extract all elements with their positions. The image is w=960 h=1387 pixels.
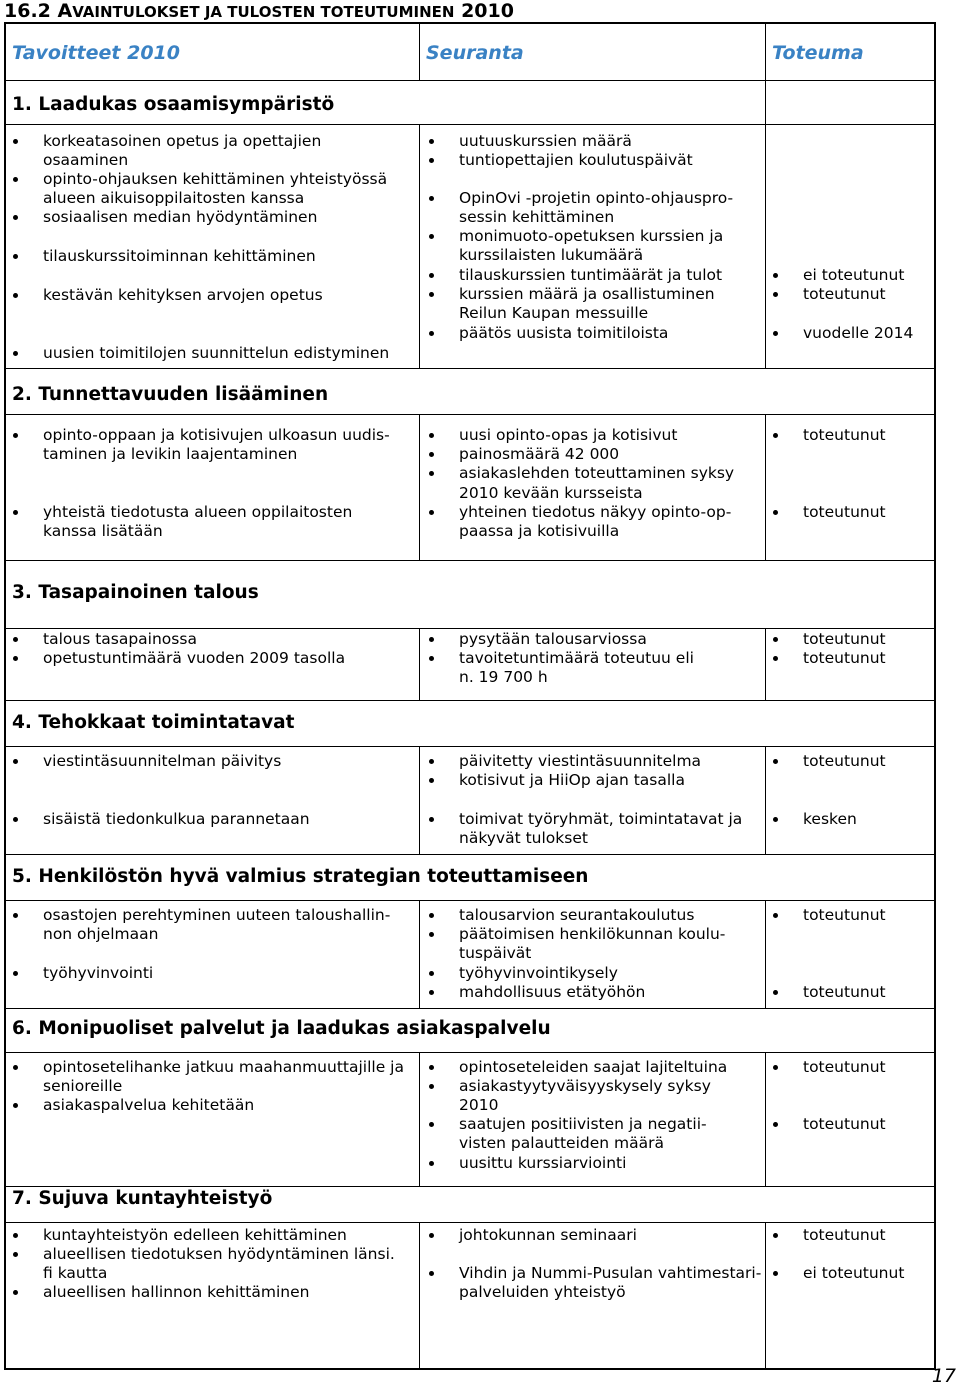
list-item: palveluiden yhteistyö [459, 1283, 626, 1301]
list-item: sosiaalisen median hyödyntäminen [43, 208, 318, 226]
list-item: asiakastyytyväisyyskysely syksy [459, 1077, 711, 1095]
list-item: sessin kehittäminen [459, 208, 615, 226]
list-item: kuntayhteistyön edelleen kehittäminen [43, 1226, 347, 1244]
section-5-heading: 5. Henkilöstön hyvä valmius strategian toteuttamiseen [12, 866, 589, 887]
list-item: toteutunut [803, 426, 886, 444]
section-3-heading: 3. Tasapainoinen talous [12, 582, 259, 603]
list-item: päivitetty viestintäsuunnitelma [459, 752, 702, 770]
list-item: alueen aikuisoppilaitosten kanssa [43, 189, 305, 207]
list-item: tuspäivät [459, 944, 532, 962]
list-item: näkyvät tulokset [459, 829, 588, 847]
list-item: pysytään talousarviossa [459, 630, 647, 648]
list-item: kestävän kehityksen arvojen opetus [43, 286, 323, 304]
row-divider [6, 1222, 934, 1223]
col-divider [765, 746, 766, 854]
list-item: osastojen perehtyminen uuteen taloushallin- [43, 906, 391, 924]
col-divider [765, 24, 766, 80]
list-item: opinto-ohjauksen kehittäminen yhteistyössä [43, 170, 388, 188]
list-item: toteutunut [803, 1115, 886, 1133]
list-item: opinto-oppaan ja kotisivujen ulkoasun uudis- [43, 426, 390, 444]
col-divider [765, 628, 766, 700]
list-item: monimuoto-opetuksen kurssien ja [459, 227, 724, 245]
list-item: toteutunut [803, 503, 886, 521]
list-item: tavoitetuntimäärä toteutuu eli [459, 649, 694, 667]
section-4-heading: 4. Tehokkaat toimintatavat [12, 712, 295, 733]
results-table [4, 22, 936, 1370]
row-divider [6, 1008, 934, 1009]
list-item: taminen ja levikin laajentaminen [43, 445, 298, 463]
col-divider [419, 124, 420, 368]
list-item: mahdollisuus etätyöhön [459, 983, 646, 1001]
header-follow: Seuranta [426, 42, 524, 64]
col-divider [419, 628, 420, 700]
row-divider [6, 746, 934, 747]
page-title: 16.2 AVAINTULOKSET JA TULOSTEN TOTEUTUMINEN 2010 [4, 0, 514, 22]
list-item: alueellisen hallinnon kehittäminen [43, 1283, 310, 1301]
list-item: uusittu kurssiarviointi [459, 1154, 627, 1172]
list-item: työhyvinvointikysely [459, 964, 618, 982]
list-item: toteutunut [803, 1226, 886, 1244]
list-item: paassa ja kotisivuilla [459, 522, 620, 540]
list-item: toteutunut [803, 983, 886, 1001]
row-divider [6, 1052, 934, 1053]
row-divider [6, 414, 934, 415]
list-item: 2010 kevään kursseista [459, 484, 643, 502]
list-item: yhteinen tiedotus näkyy opinto-op- [459, 503, 732, 521]
list-item: ei toteutunut [803, 266, 905, 284]
list-item: toteutunut [803, 1058, 886, 1076]
col-divider [419, 900, 420, 1008]
header-result: Toteuma [772, 42, 864, 64]
list-item: Reilun Kaupan messuille [459, 304, 649, 322]
row-divider [6, 560, 934, 561]
col-divider [419, 414, 420, 560]
list-item: kanssa lisätään [43, 522, 163, 540]
row-divider [6, 900, 934, 901]
list-item: kurssilaisten lukumäärä [459, 246, 644, 264]
list-item: ei toteutunut [803, 1264, 905, 1282]
row-divider [6, 368, 934, 369]
list-item: alueellisen tiedotuksen hyödyntäminen länsi. [43, 1245, 395, 1263]
list-item: painosmäärä 42 000 [459, 445, 620, 463]
list-item: toteutunut [803, 906, 886, 924]
col-divider [419, 1222, 420, 1370]
list-item: toteutunut [803, 630, 886, 648]
list-item: fi kautta [43, 1264, 108, 1282]
page-number: 17 [931, 1365, 956, 1387]
list-item: sisäistä tiedonkulkua parannetaan [43, 810, 310, 828]
list-item: viestintäsuunnitelman päivitys [43, 752, 282, 770]
list-item: toimivat työryhmät, toimintatavat ja [459, 810, 743, 828]
list-item: OpinOvi -projetin opinto-ohjauspro- [459, 189, 734, 207]
col-divider [765, 1052, 766, 1186]
col-divider [419, 24, 420, 80]
list-item: toteutunut [803, 285, 886, 303]
list-item: asiakaspalvelua kehitetään [43, 1096, 255, 1114]
list-item: opintoseteleiden saajat lajiteltuina [459, 1058, 728, 1076]
row-divider [6, 1186, 934, 1187]
section-2-heading: 2. Tunnettavuuden lisääminen [12, 384, 329, 405]
list-item: opetustuntimäärä vuoden 2009 tasolla [43, 649, 346, 667]
list-item: kesken [803, 810, 857, 828]
list-item: non ohjelmaan [43, 925, 159, 943]
list-item: uutuuskurssien määrä [459, 132, 632, 150]
list-item: vuodelle 2014 [803, 324, 914, 342]
list-item: talous tasapainossa [43, 630, 197, 648]
list-item: yhteistä tiedotusta alueen oppilaitosten [43, 503, 353, 521]
list-item: n. 19 700 h [459, 668, 548, 686]
list-item: Vihdin ja Nummi-Pusulan vahtimestari- [459, 1264, 762, 1282]
list-item: saatujen positiivisten ja negatii- [459, 1115, 707, 1133]
list-item: toteutunut [803, 649, 886, 667]
row-divider [6, 628, 934, 629]
list-item: tuntiopettajien koulutuspäivät [459, 151, 693, 169]
list-item: korkeatasoinen opetus ja opettajien [43, 132, 322, 150]
row-divider [6, 80, 934, 81]
row-divider [6, 854, 934, 855]
list-item: päätös uusista toimitiloista [459, 324, 669, 342]
section-1-heading: 1. Laadukas osaamisympäristö [12, 94, 335, 115]
list-item: senioreille [43, 1077, 123, 1095]
row-divider [6, 700, 934, 701]
col-divider [765, 1222, 766, 1370]
list-item: toteutunut [803, 752, 886, 770]
list-item: uusien toimitilojen suunnittelun edistyminen [43, 344, 390, 362]
col-divider [419, 746, 420, 854]
col-divider [419, 1052, 420, 1186]
list-item: opintosetelihanke jatkuu maahanmuuttajille ja [43, 1058, 404, 1076]
list-item: osaaminen [43, 151, 129, 169]
list-item: uusi opinto-opas ja kotisivut [459, 426, 678, 444]
list-item: visten palautteiden määrä [459, 1134, 664, 1152]
list-item: asiakaslehden toteuttaminen syksy [459, 464, 735, 482]
list-item: työhyvinvointi [43, 964, 154, 982]
list-item: päätoimisen henkilökunnan koulu- [459, 925, 726, 943]
list-item: 2010 [459, 1096, 499, 1114]
list-item: tilauskurssitoiminnan kehittäminen [43, 247, 316, 265]
list-item: tilauskurssien tuntimäärät ja tulot [459, 266, 723, 284]
list-item: talousarvion seurantakoulutus [459, 906, 695, 924]
header-goals: Tavoitteet 2010 [12, 42, 180, 64]
list-item: kotisivut ja HiiOp ajan tasalla [459, 771, 685, 789]
row-divider [6, 124, 934, 125]
list-item: johtokunnan seminaari [459, 1226, 637, 1244]
section-7-heading: 7. Sujuva kuntayhteistyö [12, 1188, 273, 1209]
list-item: kurssien määrä ja osallistuminen [459, 285, 715, 303]
col-divider [765, 414, 766, 560]
col-divider [765, 900, 766, 1008]
section-6-heading: 6. Monipuoliset palvelut ja laadukas asiakaspalvelu [12, 1018, 551, 1039]
